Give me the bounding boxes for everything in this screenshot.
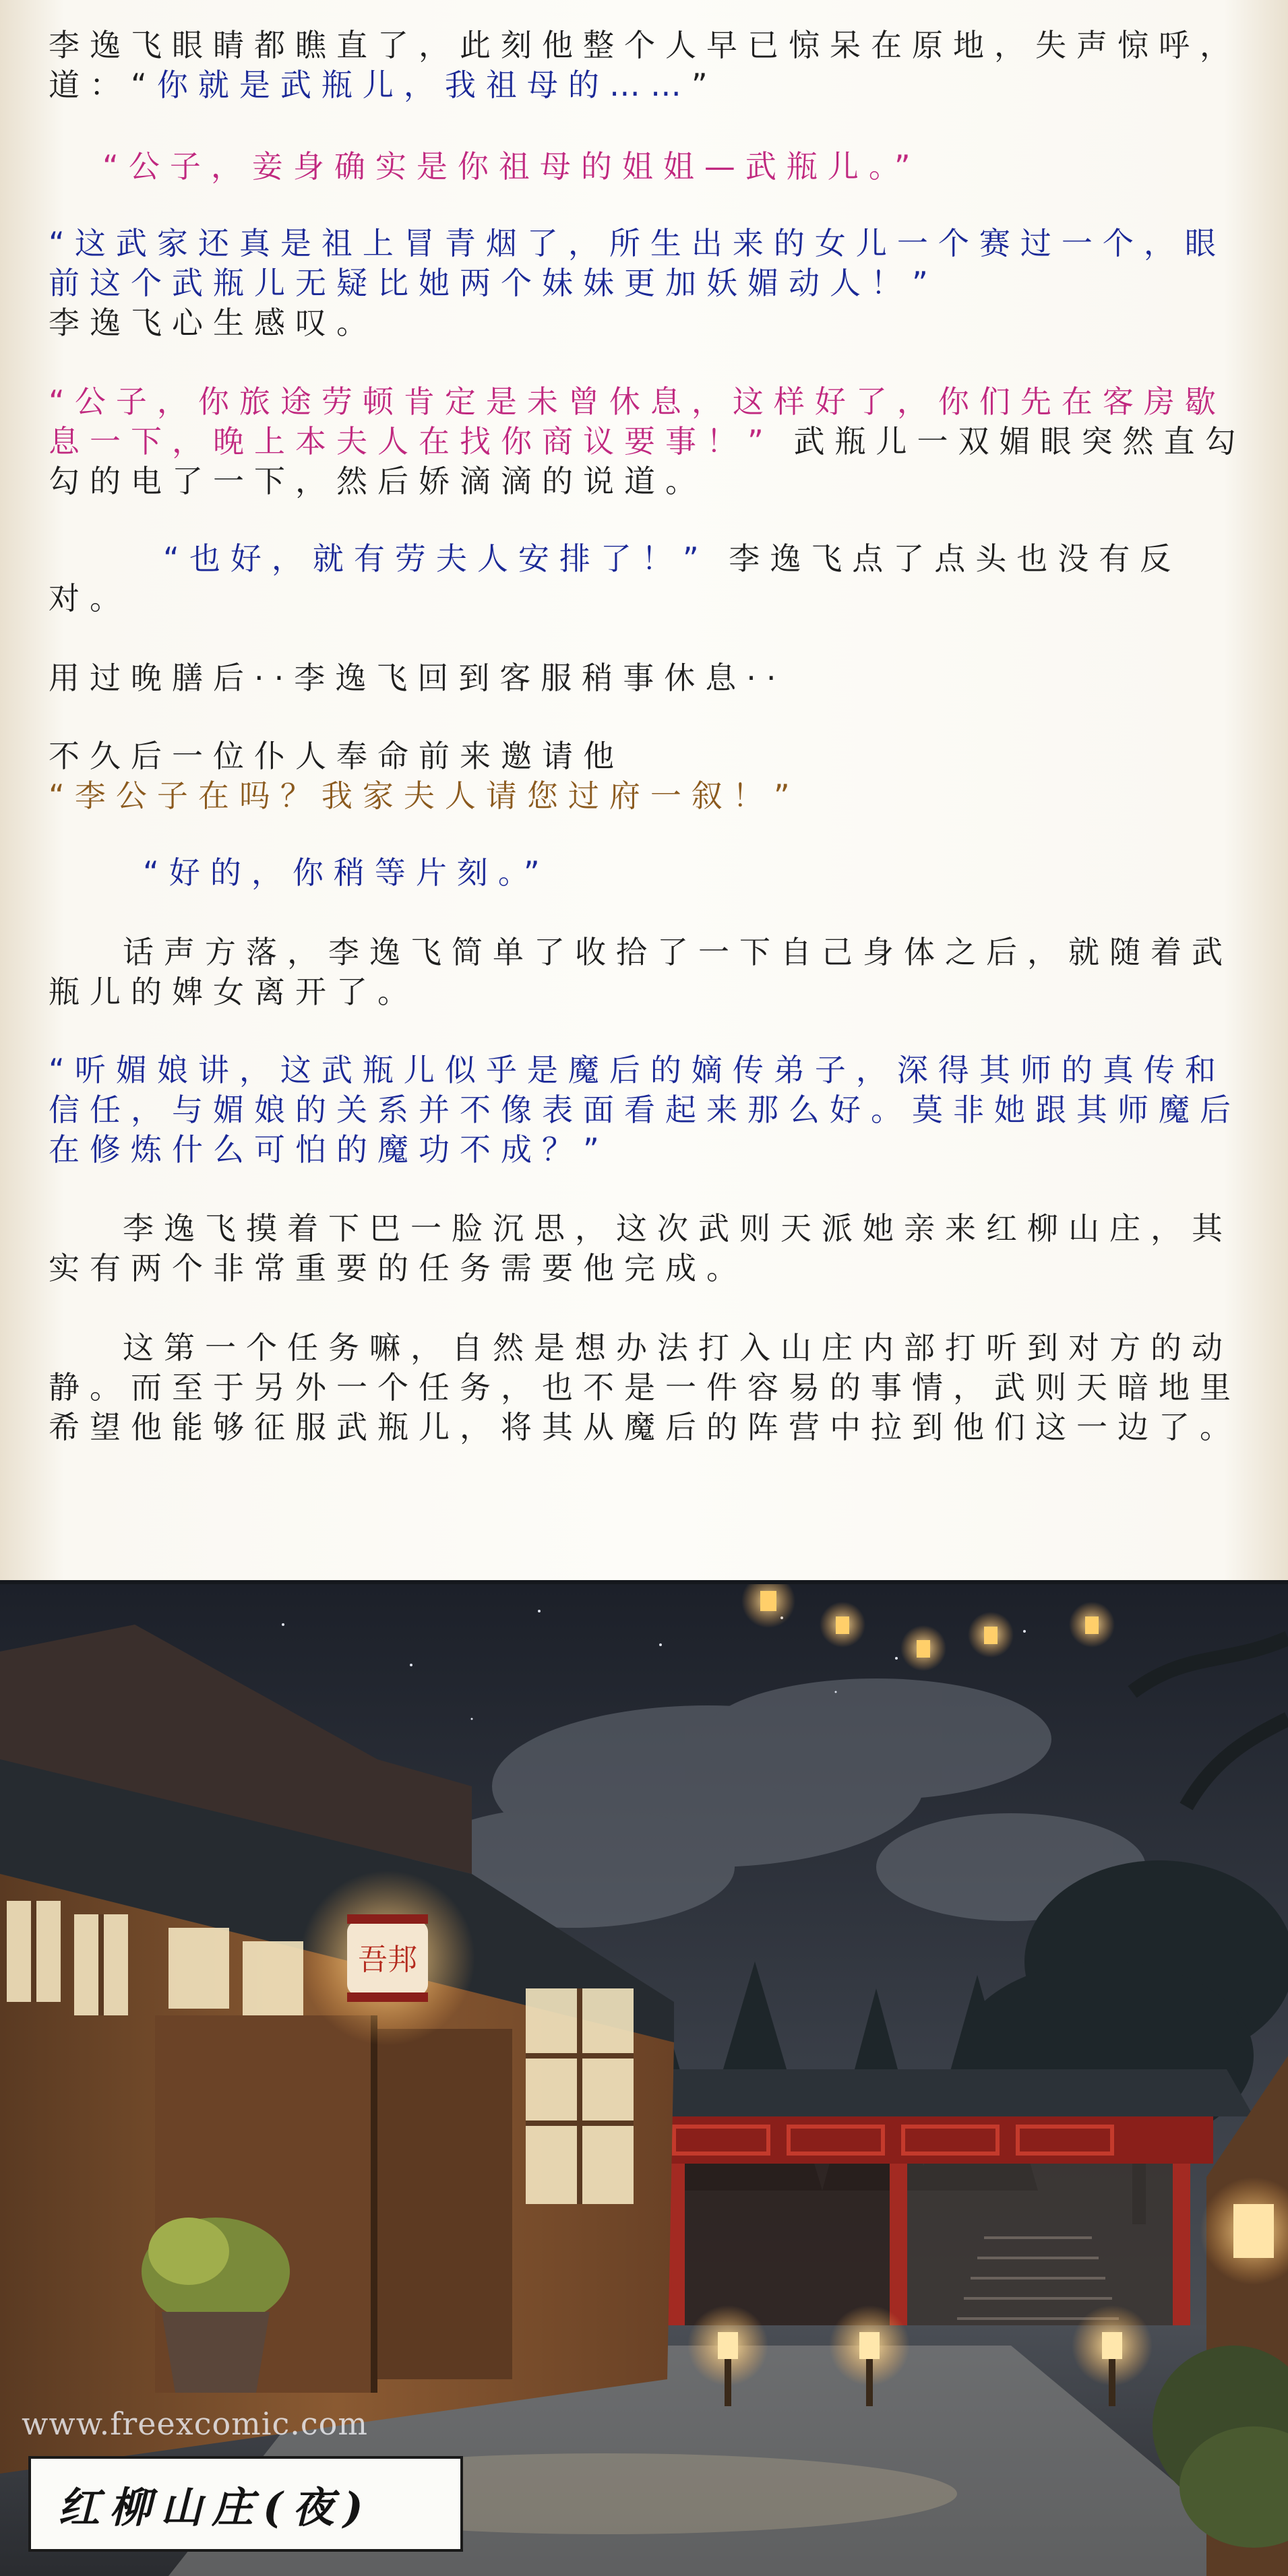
paragraph-8 (143, 853, 1248, 893)
text-segment: 用过晚膳后··李逸飞回到客服稍事休息·· (49, 660, 787, 696)
text-segment: “公子，你旅途劳顿肯定是未曾休息，这样好了，你们先在客房歇息一下，晚上本夫人在找你商议要事！” (49, 383, 1226, 460)
text-segment: 武瓶儿一双媚眼突然直勾勾的电了一下，然后娇滴滴的说道。 (49, 423, 1246, 499)
paragraph-6 (49, 658, 1248, 698)
text-segment: “听媚娘讲，这武瓶儿似乎是魔后的嫡传弟子，深得其师的真传和信任，与媚娘的关系并不像表面看起来那么好。莫非她跟其师魔后在修炼什么可怕的魔功不成？” (49, 1052, 1241, 1168)
back-hall (613, 2069, 1254, 2325)
text-segment: 不久后一位仆人奉命前来邀请他 (49, 738, 624, 774)
location-caption: 红柳山庄(夜) (58, 2482, 373, 2532)
text-segment: 李逸飞心生感叹。 (49, 305, 377, 341)
text-segment: “公子，妾身确实是你祖母的姐姐—武瓶儿。” (102, 148, 921, 185)
lantern-text: 吾邦 (358, 1943, 417, 1977)
location-caption-box (28, 2456, 463, 2552)
paragraph-12 (49, 1328, 1248, 1447)
paragraph-3 (49, 224, 1248, 343)
text-segment: 话声方落，李逸飞简单了收拾了一下自己身体之后，就随着武瓶儿的婢女离开了。 (49, 934, 1233, 1010)
text-segment: “这武家还真是祖上冒青烟了，所生出来的女儿一个赛过一个，眼前这个武瓶儿无疑比她两个妹妹更加妖媚动人！” (49, 225, 1226, 301)
paragraph-2 (102, 147, 1248, 187)
watermark: www.freexcomic.com (22, 2406, 368, 2442)
text-segment: 这第一个任务嘛，自然是想办法打入山庄内部打听到对方的动静。而至于另外一个任务，也不是一件容易的事情，武则天暗地里希望他能够征服武瓶儿，将其从魔后的阵营中拉到他们这一边了。 (49, 1329, 1241, 1445)
text-segment: ” (691, 67, 718, 103)
text-segment: 李逸飞点了点头也没有反对。 (49, 540, 1182, 617)
text-segment: “李公子在吗？我家夫人请您过府一叙！” (49, 778, 800, 814)
paragraph-1 (49, 26, 1248, 105)
paragraph-4 (49, 382, 1248, 501)
text-segment: 李逸飞摸着下巴一脸沉思，这次武则天派她亲来红柳山庄，其实有两个非常重要的任务需要他完成。 (49, 1210, 1233, 1286)
text-segment: 你就是武瓶儿，我祖母的…… (156, 67, 692, 103)
paragraph-7 (49, 736, 1248, 816)
lantern-hanging (300, 1871, 475, 2046)
paragraph-9 (49, 933, 1248, 1012)
paragraph-11 (49, 1209, 1248, 1288)
text-segment: “好的，你稍等片刻。” (143, 854, 550, 891)
paragraph-5 (49, 539, 1248, 619)
paragraph-10 (49, 1050, 1248, 1170)
text-segment: 李逸飞眼睛都瞧直了，此刻他整个人早已惊呆在原地，失声惊呼，道：“ (49, 27, 1241, 103)
text-segment: “也好，就有劳夫人安排了！” (163, 540, 709, 577)
